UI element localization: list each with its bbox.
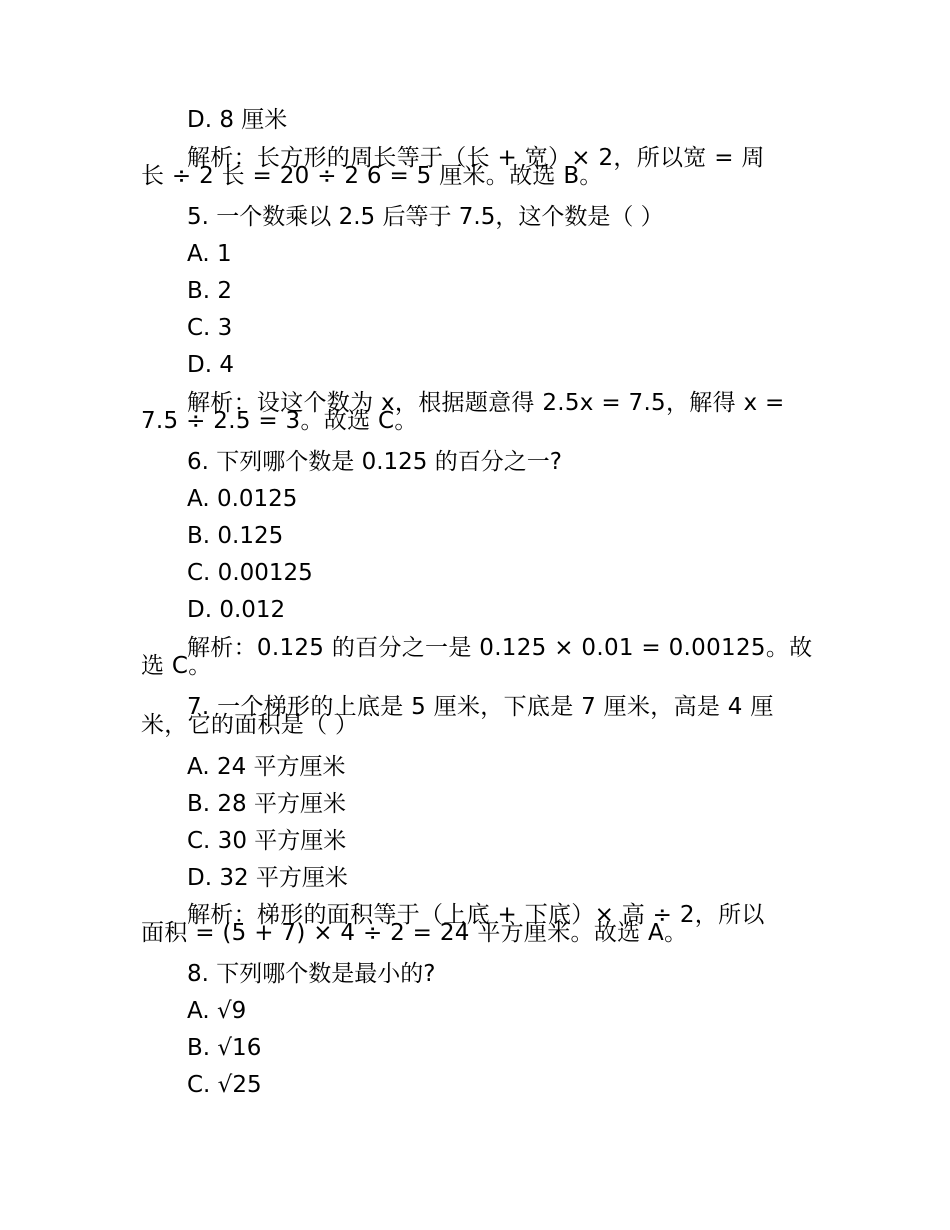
q7-option-b: B. 28 平方厘米	[187, 791, 346, 817]
q6-explanation-line-2: 选 C。	[141, 653, 212, 679]
q4-explanation	[141, 145, 801, 189]
q8-question: 8. 下列哪个数是最小的?	[187, 961, 436, 987]
q6-explanation	[141, 635, 813, 679]
q8-option-c: C. √25	[187, 1072, 262, 1098]
q8-option-a: A. √9	[187, 998, 247, 1024]
q7-explanation-line-1: 解析：梯形的面积等于（上底 + 下底）× 高 ÷ 2，所以	[187, 902, 765, 928]
q4-explanation-line-1: 解析：长方形的周长等于（长 + 宽）× 2，所以宽 = 周	[187, 145, 765, 171]
q5-option-c: C. 3	[187, 315, 233, 341]
q7-option-a: A. 24 平方厘米	[187, 754, 346, 780]
q6-option-c: C. 0.00125	[187, 560, 313, 586]
q5-explanation	[141, 390, 801, 434]
q6-explanation-line-1: 解析：0.125 的百分之一是 0.125 × 0.01 = 0.00125。故	[187, 635, 813, 661]
q5-question: 5. 一个数乘以 2.5 后等于 7.5，这个数是（ ）	[187, 204, 664, 230]
q4-explanation-line-2: 长 ÷ 2 长 = 20 ÷ 2 6 = 5 厘米。故选 B。	[141, 163, 603, 189]
q7-question	[141, 694, 801, 738]
q6-option-b: B. 0.125	[187, 523, 284, 549]
q8-option-b: B. √16	[187, 1035, 262, 1061]
q5-explanation-line-1: 解析：设这个数为 x，根据题意得 2.5x = 7.5，解得 x =	[187, 390, 785, 416]
q7-explanation-line-2: 面积 = (5 + 7) × 4 ÷ 2 = 24 平方厘米。故选 A。	[141, 920, 688, 946]
q5-option-d: D. 4	[187, 352, 234, 378]
q7-question-line-2: 米，它的面积是（ ）	[141, 712, 359, 738]
q7-question-line-1: 7. 一个梯形的上底是 5 厘米，下底是 7 厘米，高是 4 厘	[187, 694, 774, 720]
q6-question: 6. 下列哪个数是 0.125 的百分之一?	[187, 449, 562, 475]
q7-explanation	[141, 902, 801, 946]
q7-option-d: D. 32 平方厘米	[187, 865, 348, 891]
q6-option-a: A. 0.0125	[187, 486, 298, 512]
q7-option-c: C. 30 平方厘米	[187, 828, 347, 854]
q5-option-a: A. 1	[187, 241, 232, 267]
q4-option-d: D. 8 厘米	[187, 107, 288, 133]
q5-explanation-line-2: 7.5 ÷ 2.5 = 3。故选 C。	[141, 408, 418, 434]
q5-option-b: B. 2	[187, 278, 233, 304]
q6-option-d: D. 0.012	[187, 597, 286, 623]
